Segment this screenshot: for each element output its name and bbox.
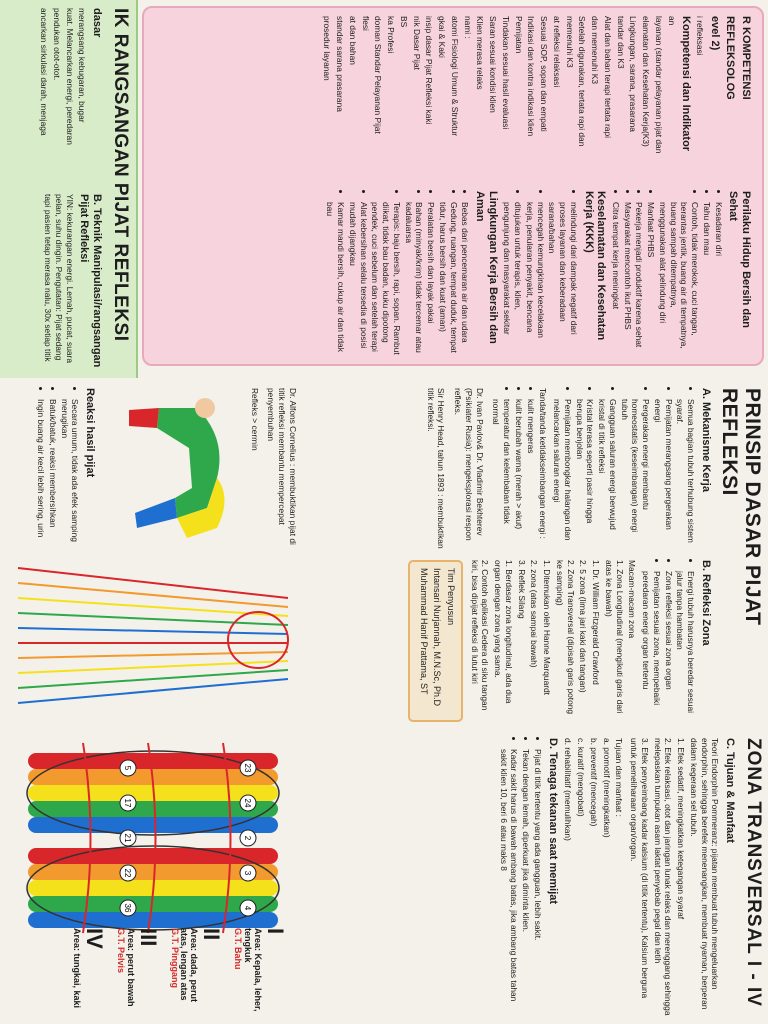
lingkungan-item: • Kamar mandi bersih, cukup air dan tidak bau bbox=[325, 202, 347, 356]
mechanism-item: • Pergerakan energi membantu homeostatis (keseimbangan) energi tubuh bbox=[619, 399, 651, 550]
kompetensi-item: Saran sesuai kondisi klien bbox=[488, 16, 499, 113]
kompetensi-item: Alat dan bahan terapi tertata rapi bbox=[602, 16, 613, 138]
k3-list bbox=[502, 191, 579, 356]
zone-labels bbox=[63, 928, 288, 1018]
dasar-line: kuat. Melancarkan energi, peredaran bbox=[64, 8, 75, 145]
tujuan-item: c. kuratif (mengobati) bbox=[576, 738, 587, 817]
mechanism-item: • Gangguan saluran energi berwujud kristal di titik refleksi bbox=[596, 399, 618, 550]
tujuan-item: a. promotif (meningkatkan) bbox=[601, 738, 612, 838]
mechanism-list bbox=[551, 388, 696, 550]
reaksi-item: • Batuk/batuk, reaksi membersihkan bbox=[47, 399, 58, 553]
phbs-item: • Tahu dan mau bbox=[701, 202, 712, 356]
left-column bbox=[0, 0, 768, 378]
foot-zone-chart bbox=[8, 738, 298, 1018]
zone-area-label: Area: tungkai, kaki bbox=[71, 928, 82, 1009]
kompetensi-item: Indikasi dan kontra indikasi klien bbox=[526, 16, 537, 137]
k3-item: • ditujukan untuk terapis, klien, pengunjung dan masyarakat sekitar bbox=[502, 202, 524, 356]
reflex-point-number: 5 bbox=[123, 765, 132, 771]
lingkungan-item: • Terapis: baju bersih, rapi, sopan. Rambut diikat, tidak bau badan, kuku dipotong pendek, cuci sebelum dan setelah terapi bbox=[370, 202, 402, 356]
competency-header: R KOMPETENSI bbox=[740, 16, 752, 100]
kompetensi-item: elamatan dan Kesehatan Kerja(K3) bbox=[641, 16, 652, 147]
kompetensi-item: at dan bahan bbox=[347, 16, 358, 65]
principle-title: PRINSIP DASAR PIJAT REFLEKSI bbox=[717, 388, 764, 626]
lingkungan-item: • Gedung, ruangan, tempat duduk, tempat tidur, harus bersih dan kuat (aman) bbox=[437, 202, 459, 356]
alfons-text: Dr. Alfons Cornelius : membuktikan pijat di titik refleksi membantu mempercepat penyembuhan bbox=[266, 388, 298, 545]
lingkungan-item: • Peralatan bersih dan layak pakai bbox=[425, 202, 436, 356]
kompetensi-item: an bbox=[666, 16, 677, 26]
reflex-point-number: 3 bbox=[243, 870, 252, 876]
dasar-title: dasar bbox=[91, 8, 104, 38]
k3-item: • melindungi dari dampak negatif dari proses layanan dan keberadaan sarana/bahan bbox=[547, 202, 579, 356]
tujuan-item: d. rehabilitatif (memulihkan) bbox=[563, 738, 574, 841]
macam-item: 2. Contoh aplikasi Cedera di siku tangan kiri, bisa dipijat refleksi di lutut kiri bbox=[469, 560, 491, 711]
kompetensi-item: insip dasar Pijat Refleksi kaki bbox=[424, 16, 435, 125]
alfons-block bbox=[112, 388, 298, 553]
reaksi-list bbox=[35, 388, 80, 553]
k3-title: Keselamatan dan Kesehatan Kerja (KKK) bbox=[582, 191, 608, 341]
d-title: D. Tenaga tekanan saat memijat bbox=[546, 738, 559, 905]
kompetensi-item: doman Standar Pelayanan Pijat bbox=[373, 16, 384, 134]
b-technique-title: B. Teknik Manipulasi/rangsangan Pijat Refleksi bbox=[78, 194, 104, 368]
dasar-line: pendukan otot-otot. bbox=[51, 8, 62, 81]
macam-item: 1. Berdasar zona longitudinal, ada dua organ dengan zona yang sama. bbox=[493, 560, 514, 704]
macam-list bbox=[469, 560, 625, 722]
c-list bbox=[628, 738, 686, 1018]
macam-item: 2. zona (atas sampai bawah) bbox=[529, 560, 540, 668]
phbs-item: • Manfaat PHBS bbox=[645, 202, 656, 356]
k3-item: • mencegah kemungkinan kecelakaan kerja, penularan penyakit, bencana bbox=[524, 202, 546, 356]
competency-level: evel 2) bbox=[708, 16, 721, 51]
tujuan-title: Tujuan dan manfaat : bbox=[614, 738, 625, 817]
dasar-lines bbox=[38, 8, 87, 184]
zone-number: II bbox=[199, 928, 225, 941]
zone-item: • Energi tubuh harusnya beredar sesuai jalur tanpa hambatan bbox=[675, 571, 697, 722]
kompetensi-item: Klien merasa relaks bbox=[475, 16, 486, 90]
team-box bbox=[408, 560, 463, 722]
macam-item: 1. Dr. William Fitzgerald Crawford bbox=[591, 560, 602, 685]
c-item: 2. Efek relaksasi, otot dan jaringan lunak relaks dan merenggang sehingga melepaskan tumpukan asam laktat penyebab pegal dan letih bbox=[652, 738, 674, 1016]
mechanism-title: A. Mekanisme Kerja bbox=[699, 388, 712, 492]
foot-zone-band bbox=[28, 817, 278, 833]
kompetensi-item: flesi bbox=[360, 16, 371, 31]
zona-title: ZONA TRANSVERSAL I - IV bbox=[743, 738, 764, 1007]
henry-text: Sir Henry Head, tahun 1893 : membuktikan titik refleksi. bbox=[425, 388, 447, 549]
kompetensi-item: Pemijatan bbox=[513, 16, 524, 54]
competency-panel bbox=[142, 6, 764, 366]
phbs-item: • Contoh, tidak merokok, cuci tangan, berantas jentik, buang air di tempatnya, buang sampah ditempatnya, menggunakan alat pelindung diri bbox=[657, 202, 700, 356]
zone-area-label: Area: dada, perut atas, lengan atas bbox=[179, 928, 200, 1003]
mechanism-item: • Pemijatan membongkar halangan dan melancarkan saluran energi bbox=[551, 399, 573, 550]
reaksi-block bbox=[32, 388, 98, 553]
macam-item: 1. Ditemukan oleh Hanne Marquardt bbox=[542, 560, 553, 696]
team-line: Tim Penyusun bbox=[445, 568, 456, 626]
foot-zone-band bbox=[28, 912, 278, 928]
kompetensi-item: Sesuai SOP, sopan dan empati bbox=[539, 16, 550, 132]
zone-line-label: G.T. Bahu bbox=[233, 928, 244, 970]
d-list bbox=[498, 738, 543, 1018]
zone-area-label: Area: Kepala, leher, tengkuk bbox=[243, 928, 263, 1012]
kompetensi-item: layanan (standar pelayanan pijat dan bbox=[653, 16, 664, 154]
mirror-body-figure bbox=[117, 388, 247, 548]
tanda-list bbox=[491, 388, 536, 550]
kompetensi-item: memenuhi K3 bbox=[564, 16, 575, 68]
kompetensi-title: Kompetensi dan Indikator bbox=[680, 16, 693, 152]
foot-zone-band bbox=[28, 848, 278, 864]
zone-line-label: G.T. Pinggang bbox=[169, 928, 180, 988]
kompetensi-list bbox=[322, 16, 677, 181]
zone-area-label: Area: perut bawah bbox=[125, 928, 136, 1007]
kompetensi-item: nik Dasar Pijat bbox=[411, 16, 422, 70]
zone-item: • Zona refleksi sesuai zona organ bbox=[663, 571, 674, 722]
zone-number: III bbox=[135, 928, 161, 947]
zone-title: B. Refleksi Zona bbox=[699, 560, 712, 646]
lingkungan-item: • Bebas dari pencemaran air dan udara bbox=[460, 202, 471, 356]
mechanism-item: • Semua bagian tubuh terhubung sistem syaraf. bbox=[675, 399, 697, 550]
kompetensi-item: Lingkungan, sarana, prasarana bbox=[628, 16, 639, 132]
phbs-item: • Masyarakat mencontoh ikut PHBS bbox=[622, 202, 633, 356]
tanda-item: • kulit mengeras bbox=[525, 399, 536, 550]
zone-list bbox=[640, 560, 696, 722]
tanda-title: Tanda/tanda ketidakseimbangan energi : bbox=[538, 388, 549, 539]
reflex-point-number: 23 bbox=[243, 763, 252, 773]
figure-area bbox=[8, 388, 298, 722]
c-title: C. Tujuan & Manfaat bbox=[724, 738, 736, 843]
mechanism-item: • Kristal terasa seperti pasir hingga berupa benjolan bbox=[574, 399, 596, 550]
zone-number: IV bbox=[81, 928, 107, 949]
kompetensi-item: nami : bbox=[462, 16, 473, 39]
lingkungan-list bbox=[325, 191, 471, 356]
kompetensi-item: at refleksi relaksasi bbox=[551, 16, 562, 88]
reaksi-item: • Secara umum, tidak ada efek samping merugikan bbox=[59, 399, 81, 553]
phbs-item: • Kesadaran diri bbox=[713, 202, 724, 356]
kompetensi-item: ka Profesi bbox=[386, 16, 397, 54]
zone-entry bbox=[71, 928, 107, 1018]
kompetensi-item: standar sarana prasarana bbox=[335, 16, 346, 112]
lingkungan-item: • Bahan (minyak/krim) tidak tercemar atau kadaluarsa bbox=[403, 202, 425, 356]
lingkungan-item: • Alat kebersihan selalu tersedia di posisi mudah dijangkau bbox=[347, 202, 369, 356]
zone-item: • Pemijatan sesuai zona, mempebaiki peredaran energi organ tertentu bbox=[640, 571, 662, 722]
kompetensi-item: BS bbox=[398, 16, 409, 28]
body-zones-figure bbox=[13, 558, 298, 723]
phbs-item: • Citra tempat kerja meningkat bbox=[610, 202, 621, 356]
tanda-item: • temperatur dan kelembaban tidak normal bbox=[491, 399, 513, 550]
macam-item: 2. Zona Transversal (dipisah garis potong ke samping) bbox=[554, 560, 576, 715]
middle-column bbox=[0, 382, 768, 728]
lingkungan-title: Lingkungan Kerja Bersih dan Aman bbox=[474, 191, 499, 344]
tujuan-item: b. preventif (mencegah) bbox=[588, 738, 599, 827]
c-item: 3. Efek penyeimbang kadar kalsium (di titik tertentu), Kalsium berguna untuk pemeliharaan organ/organ. bbox=[629, 738, 650, 999]
zone-line-label: G.T. Pelvis bbox=[115, 928, 126, 974]
dasar-line: ancarkan sirkulasi darah, menjaga bbox=[39, 8, 50, 136]
d-item: • Kadar sakit harus di bawah ambang batas, jika ambang batas tahan sakit klien 10, beri 6 atau maks 8 bbox=[498, 749, 520, 1018]
reflex-point-number: 22 bbox=[123, 868, 132, 878]
team-line: Muhammad Hanif Prattama, ST bbox=[418, 568, 429, 695]
macam-item: 2. 5 zona (lima jari kaki dan tangan) bbox=[578, 560, 589, 693]
reflex-point-number: 21 bbox=[123, 833, 132, 843]
tujuan-list bbox=[563, 738, 612, 1018]
zone-entry bbox=[232, 928, 288, 1018]
foot-map bbox=[27, 743, 279, 933]
reflex-point-number: 24 bbox=[243, 798, 252, 808]
macam-item: 3. Reflek Silang bbox=[516, 560, 527, 619]
kompetensi-item: prosedur layanan bbox=[322, 16, 333, 81]
mechanism-item: • Pemijatan merangsang pergerakan energi bbox=[652, 399, 674, 550]
tanda-item: • kulit berubah warna (merah > akut) bbox=[513, 399, 524, 550]
reaksi-item: • Ingin buang air kecil lebih sering, urin bbox=[35, 399, 46, 553]
kompetensi-item: tandar dan K3 bbox=[615, 16, 626, 69]
phbs-list bbox=[610, 191, 724, 356]
c-intro: Teori Endorphin Pommeranz: pijatan membuat tubuh mengeluarkan endorphin, sehingga berefek menenangkan, membuat nyaman, berperan dalam kegeraan sel tubuh. bbox=[688, 738, 721, 1010]
reflex-point-number: 4 bbox=[243, 905, 252, 911]
mirror-reflex-label: Refleks > cermin bbox=[249, 388, 260, 451]
right-column bbox=[0, 732, 768, 1024]
kompetensi-item: Tindakan sesuai hasil evaluasi bbox=[500, 16, 511, 130]
competency-header-2: REFLEKSOLOG bbox=[724, 16, 737, 100]
zone-entry bbox=[115, 928, 161, 1018]
reaksi-title: Reaksi hasil pijat bbox=[84, 388, 96, 478]
kompetensi-item: dan memenuhi K3 bbox=[590, 16, 601, 84]
macam-item: 1. Zona Longitudinal (mengikuti garis dari atas ke bawah) bbox=[603, 560, 625, 714]
kompetensi-item: Setelah digunakan, tertata rapi dan bbox=[577, 16, 588, 147]
reflex-point-number: 36 bbox=[123, 903, 132, 913]
technique-title: IK RANGSANGAN PIJAT REFLEKSI bbox=[110, 8, 131, 342]
phbs-item: • Pekerja menjadi produktif karena sehat bbox=[634, 202, 645, 356]
phbs-title: Perilaku Hidup Bersih dan Sehat bbox=[727, 191, 752, 328]
c-item: 1. Efek sedatif, meningkatkan ketegangan syaraf bbox=[676, 738, 687, 920]
kompetensi-item: gkai & Kaki bbox=[437, 16, 448, 58]
zone-number: I bbox=[263, 928, 288, 935]
reflex-point-number: 17 bbox=[123, 798, 132, 808]
reflex-point-number: 2 bbox=[243, 835, 252, 841]
team-line: Intansari Nurjannah, M.N.Sc, Ph.D bbox=[432, 568, 443, 707]
list-a-item: i refleksasi bbox=[695, 16, 706, 56]
technique-panel bbox=[0, 0, 138, 378]
b-technique-text: YIN: kekurangan energi. Lemah, pucat, suara pelan, suhu dingin. Pengutatan: Pijat sedang tapi pasien tetap merasa nalu, 30x setiap titik bbox=[43, 194, 75, 363]
dasar-line: merangsang kebugaran, bugar bbox=[77, 8, 88, 123]
ivan-text: Dr. Ivan Pavlov& Dr. Vladimir Bekhterev (Psikiater Rusia): mengeksplorasi respon refleks. bbox=[453, 388, 485, 541]
kompetensi-item: atomi Fisiologi Umum & Struktur bbox=[449, 16, 460, 137]
d-item: • Pijat di titik tertentu yang ada gangguan, lebih sakit. bbox=[532, 749, 543, 1018]
d-item: • Tekan dengan lemah, diperkuat jika diminta klien. bbox=[520, 749, 531, 1018]
macam-title: Macam-macam zona bbox=[627, 560, 638, 639]
zone-entry bbox=[169, 928, 225, 1018]
